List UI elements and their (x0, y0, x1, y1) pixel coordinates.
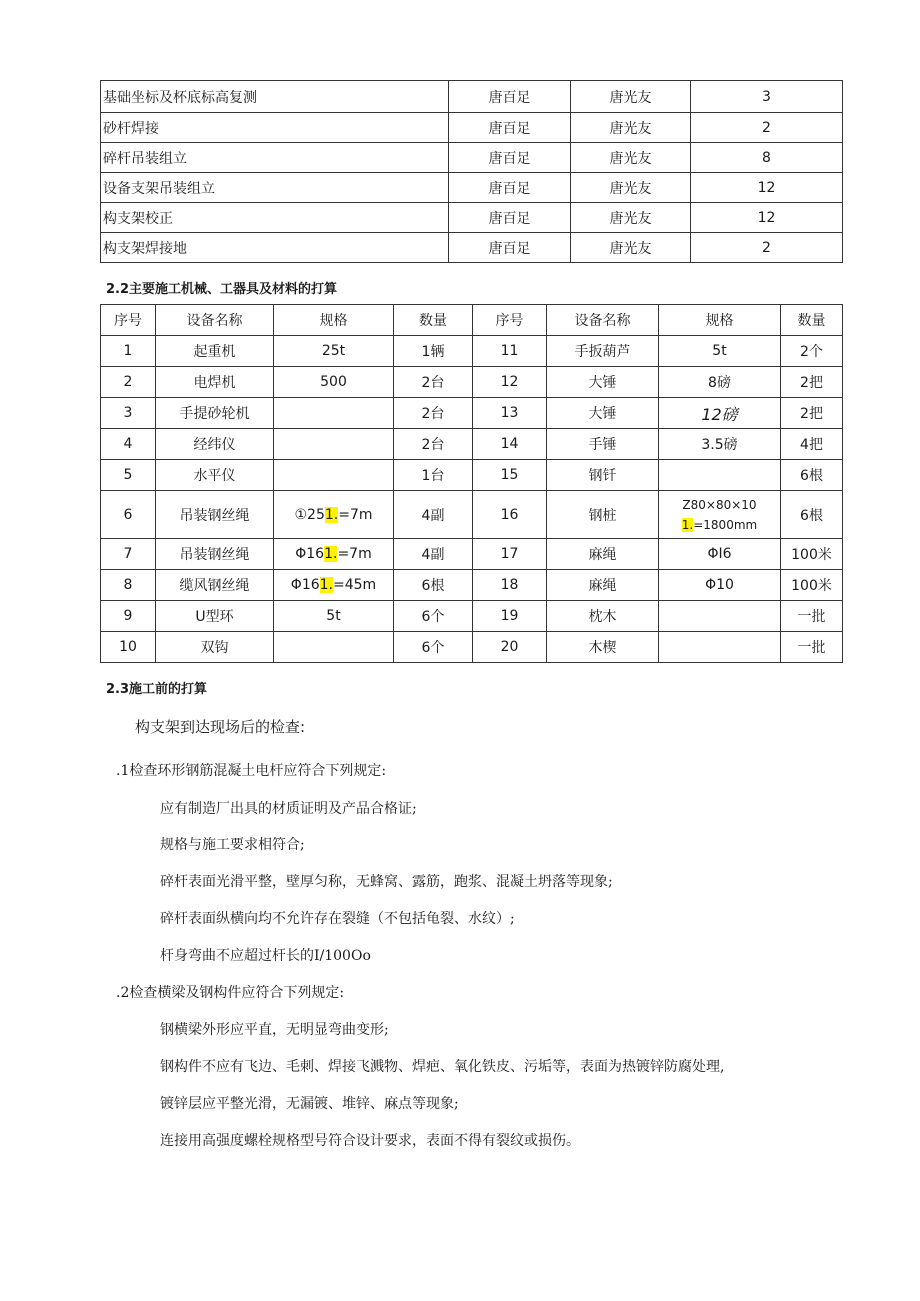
person-cell: 唐光友 (571, 81, 691, 113)
cell: 5t (274, 601, 394, 632)
cell: 一批 (781, 632, 843, 663)
task-cell: 构支架校正 (101, 203, 449, 233)
cell: 一批 (781, 601, 843, 632)
table-row (101, 203, 843, 233)
cell: 5t (659, 336, 781, 367)
spec-text: =1800mm (693, 517, 758, 532)
cell: ΦI6 (659, 539, 781, 570)
spec-cell (659, 491, 781, 539)
count-cell: 8 (691, 143, 843, 173)
cell (274, 460, 394, 491)
person-cell: 唐百足 (449, 143, 571, 173)
cell: 大锤 (547, 367, 659, 398)
column-header: 规格 (274, 305, 394, 336)
cell: 8磅 (659, 367, 781, 398)
person-cell: 唐百足 (449, 173, 571, 203)
cell: U型环 (156, 601, 274, 632)
cell: 12 (473, 367, 547, 398)
person-cell: 唐百足 (449, 233, 571, 263)
table-row (101, 460, 843, 491)
cell: 手锤 (547, 429, 659, 460)
cell: 经纬仪 (156, 429, 274, 460)
cell: 钢钎 (547, 460, 659, 491)
item-1-heading: .1检查环形钢筋混凝土电杆应符合下列规定: (116, 763, 387, 779)
cell: 19 (473, 601, 547, 632)
count-cell: 12 (691, 173, 843, 203)
person-cell: 唐百足 (449, 113, 571, 143)
cell: 14 (473, 429, 547, 460)
person-cell: 唐光友 (571, 233, 691, 263)
cell: 1辆 (394, 336, 473, 367)
spec-text: Φ16 (290, 577, 320, 593)
cell: 12磅 (659, 398, 781, 429)
cell: 2把 (781, 367, 843, 398)
cell: 13 (473, 398, 547, 429)
table-row (101, 81, 843, 113)
cell: 吊装钢丝绳 (156, 491, 274, 539)
task-cell: 砂杆焊接 (101, 113, 449, 143)
person-cell: 唐百足 (449, 203, 571, 233)
cell: 20 (473, 632, 547, 663)
cell: 5 (101, 460, 156, 491)
table-row (101, 173, 843, 203)
highlight-mark: 1. (681, 517, 694, 532)
cell (274, 398, 394, 429)
highlight-mark: 1. (324, 506, 339, 523)
column-header: 数量 (781, 305, 843, 336)
item-2-line: 镀锌层应平整光滑，无漏镀、堆锌、麻点等现象; (160, 1096, 459, 1112)
cell (274, 429, 394, 460)
cell (659, 460, 781, 491)
table-row (101, 113, 843, 143)
cell: 枕木 (547, 601, 659, 632)
cell: 水平仪 (156, 460, 274, 491)
cell: 2台 (394, 429, 473, 460)
spec-text: Z80×80×10 (682, 497, 757, 512)
count-cell: 2 (691, 233, 843, 263)
item-2-line: 钢横梁外形应平直，无明显弯曲变形; (160, 1022, 389, 1038)
spec-text: Φ16 (295, 546, 325, 562)
count-cell: 2 (691, 113, 843, 143)
cell: 麻绳 (547, 570, 659, 601)
cell: 8 (101, 570, 156, 601)
cell: Φ10 (659, 570, 781, 601)
cell: 6个 (394, 601, 473, 632)
item-1-line: 碎杆表面光滑平整，壁厚匀称，无蜂窝、露筋，跑浆、混凝土坍落等现象; (160, 874, 613, 890)
task-cell: 碎杆吊装组立 (101, 143, 449, 173)
cell (659, 632, 781, 663)
table-row (101, 632, 843, 663)
cell: 3 (101, 398, 156, 429)
cell: 手提砂轮机 (156, 398, 274, 429)
person-cell: 唐光友 (571, 203, 691, 233)
cell: 电焊机 (156, 367, 274, 398)
cell: 大锤 (547, 398, 659, 429)
section-heading-2-2: 2.2主要施工机械、工器具及材料的打算 (106, 282, 338, 297)
cell: 4把 (781, 429, 843, 460)
person-cell: 唐光友 (571, 143, 691, 173)
equipment-table (100, 304, 843, 663)
spec-cell (274, 491, 394, 539)
cell: 4副 (394, 539, 473, 570)
section-heading-2-3: 2.3施工前的打算 (106, 682, 208, 697)
task-cell: 设备支架吊装组立 (101, 173, 449, 203)
person-cell: 唐光友 (571, 173, 691, 203)
cell: 6个 (394, 632, 473, 663)
cell: 15 (473, 460, 547, 491)
cell: 100米 (781, 539, 843, 570)
cell: 吊装钢丝绳 (156, 539, 274, 570)
table-row (101, 143, 843, 173)
item-1-line: 规格与施工要求相符合; (160, 837, 305, 853)
work-assignment-table (100, 80, 843, 263)
cell: 7 (101, 539, 156, 570)
subtitle: 构支架到达现场后的检查: (135, 718, 306, 736)
cell: 2 (101, 367, 156, 398)
cell: 18 (473, 570, 547, 601)
table-row (101, 398, 843, 429)
spec-text: =7m (337, 546, 372, 562)
spec-cell (274, 539, 394, 570)
cell: 25t (274, 336, 394, 367)
table-row (101, 491, 843, 539)
cell: 4 (101, 429, 156, 460)
cell: 6根 (781, 491, 843, 539)
table-row (101, 601, 843, 632)
cell: 6 (101, 491, 156, 539)
table-row (101, 367, 843, 398)
cell: 500 (274, 367, 394, 398)
item-1-line: 碎杆表面纵横向均不允许存在裂缝（不包括龟裂、水纹）; (160, 911, 515, 927)
cell: 双钩 (156, 632, 274, 663)
highlight-mark: 1. (319, 577, 333, 593)
cell: 16 (473, 491, 547, 539)
item-2-heading: .2检查横梁及钢构件应符合下列规定: (116, 985, 345, 1001)
cell: 木楔 (547, 632, 659, 663)
cell: 10 (101, 632, 156, 663)
cell: 1 (101, 336, 156, 367)
column-header: 数量 (394, 305, 473, 336)
table-row (101, 233, 843, 263)
cell: 麻绳 (547, 539, 659, 570)
column-header: 规格 (659, 305, 781, 336)
cell: 钢桩 (547, 491, 659, 539)
item-2-line: 连接用高强度螺栓规格型号符合设计要求，表面不得有裂纹或损伤。 (160, 1133, 580, 1149)
spec-text: =45m (333, 577, 377, 593)
item-1-line: 杆身弯曲不应超过杆长的I/100Oo (160, 948, 371, 964)
cell (274, 632, 394, 663)
column-header: 序号 (101, 305, 156, 336)
count-cell: 3 (691, 81, 843, 113)
table-row (101, 539, 843, 570)
spec-text: ①25 (294, 506, 325, 523)
cell: 2个 (781, 336, 843, 367)
table-row (101, 429, 843, 460)
cell: 6根 (394, 570, 473, 601)
table-row (101, 336, 843, 367)
spec-cell (274, 570, 394, 601)
column-header: 设备名称 (156, 305, 274, 336)
column-header: 序号 (473, 305, 547, 336)
item-1-line: 应有制造厂出具的材质证明及产品合格证; (160, 801, 417, 817)
cell: 起重机 (156, 336, 274, 367)
count-cell: 12 (691, 203, 843, 233)
person-cell: 唐光友 (571, 113, 691, 143)
task-cell: 构支架焊接地 (101, 233, 449, 263)
cell: 17 (473, 539, 547, 570)
spec-text: =7m (338, 506, 373, 523)
cell: 6根 (781, 460, 843, 491)
table-header-row (101, 305, 843, 336)
cell: 2台 (394, 367, 473, 398)
cell (659, 601, 781, 632)
cell: 1台 (394, 460, 473, 491)
cell: 100米 (781, 570, 843, 601)
task-cell: 基础坐标及杯底标高复测 (101, 81, 449, 113)
person-cell: 唐百足 (449, 81, 571, 113)
column-header: 设备名称 (547, 305, 659, 336)
cell: 11 (473, 336, 547, 367)
table-row (101, 570, 843, 601)
item-2-line: 钢构件不应有飞边、毛刺、焊接飞溅物、焊疤、氧化铁皮、污垢等，表面为热镀锌防腐处理, (160, 1059, 725, 1075)
cell: 3.5磅 (659, 429, 781, 460)
cell: 缆风钢丝绳 (156, 570, 274, 601)
cell: 2把 (781, 398, 843, 429)
highlight-mark: 1. (324, 546, 338, 562)
cell: 2台 (394, 398, 473, 429)
cell: 手扳葫芦 (547, 336, 659, 367)
cell: 4副 (394, 491, 473, 539)
cell: 9 (101, 601, 156, 632)
